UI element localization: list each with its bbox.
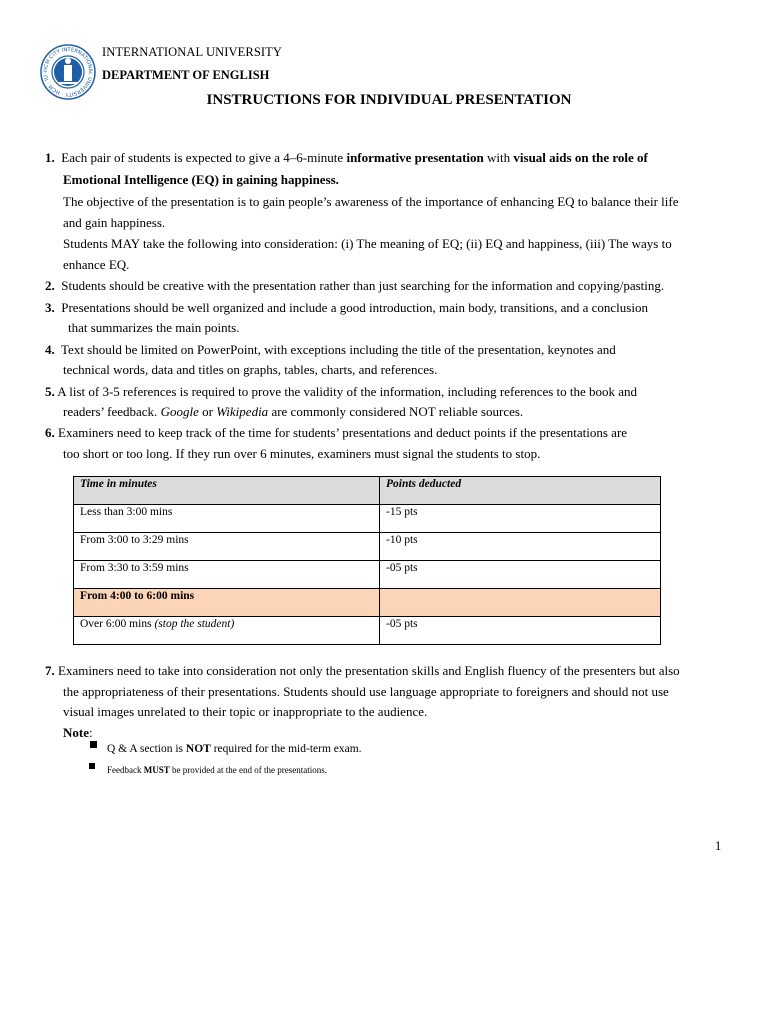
table-cell-points: -10 pts [380,533,661,561]
item-1-line-4: and gain happiness. [63,215,166,230]
item-7-line-2: the appropriateness of their presentations. Students should use language appropriate to foreigners and should not use [63,684,669,699]
university-name: INTERNATIONAL UNIVERSITY [102,45,283,59]
item-7-line-3: visual images unrelated to their topic or inappropriate to the audience. [63,704,428,719]
note-bullet-2 [107,762,327,778]
item-number: 4. [45,342,55,357]
item-5-text: A list of 3-5 references is required to prove the validity of the information, including references to the book and [57,384,638,399]
item-1-bold-b: visual aids on the role of [513,150,648,165]
item-4-line-1 [45,342,616,358]
item-5-text-c: are commonly considered NOT reliable sources. [268,404,524,419]
table-header-row [74,477,661,505]
note-bullet-2-text-a: Feedback [107,765,144,775]
document-title: INSTRUCTIONS FOR INDIVIDUAL PRESENTATION [206,92,572,108]
table-row-highlighted [74,589,661,617]
item-5-google: Google [160,404,199,419]
item-7-text: Examiners need to take into consideration not only the presentation skills and English fluency of the presenters but also [58,663,680,678]
table-header-points: Points deducted [380,477,661,505]
item-3-line-1 [45,300,648,316]
item-5-text-b: or [198,404,217,419]
note-bullet-2-text-b: be provided at the end of the presentations. [169,765,327,775]
table-cell-time: Less than 3:00 mins [74,505,380,533]
table-cell-points: -05 pts [380,561,661,589]
item-6-text: Examiners need to keep track of the time for students’ presentations and deduct points if the presentations are [58,425,628,440]
table-cell-time: From 4:00 to 6:00 mins [74,589,380,617]
item-1-line-5: Students MAY take the following into consideration: (i) The meaning of EQ; (ii) EQ and happiness, (iii) The ways to [63,236,672,251]
item-7-line-1 [45,663,680,679]
time-deduction-table [73,476,661,645]
item-1-line-1 [45,150,648,166]
table-cell-time-text: Over 6:00 mins [80,618,155,630]
item-number: 3. [45,300,55,315]
square-bullet-icon [89,763,95,769]
item-1-text-a: Each pair of students is expected to give a 4–6-minute [61,150,347,165]
item-1-text-b: with [483,150,514,165]
table-cell-note: (stop the student) [154,618,235,630]
item-3-line-2: that summarizes the main points. [68,320,240,335]
item-4-line-2: technical words, data and titles on graphs, tables, charts, and references. [63,362,438,377]
item-6-line-2: too short or too long. If they run over 6 minutes, examiners must signal the students to stop. [63,446,541,461]
note-bullet-1 [107,741,362,757]
item-number: 2. [45,278,55,293]
note-label: Note [63,725,89,740]
item-2-line-1 [45,278,664,294]
item-6-line-1 [45,425,627,441]
item-1-line-2: Emotional Intelligence (EQ) in gaining happiness. [63,172,339,187]
table-cell-time: From 3:30 to 3:59 mins [74,561,380,589]
table-header-time: Time in minutes [74,477,380,505]
page-number: 1 [715,839,722,853]
note-colon: : [89,725,93,740]
item-2-text: Students should be creative with the presentation rather than just searching for the information and copying/pasting. [61,278,665,293]
item-3-text: Presentations should be well organized and include a good introduction, main body, transitions, and a conclusion [61,300,648,315]
item-5-text-a: readers’ feedback. [63,404,161,419]
item-number: 7. [45,663,55,678]
note-heading [63,725,93,741]
table-cell-points: -05 pts [380,617,661,645]
table-row [74,505,661,533]
item-5-line-1 [45,384,637,400]
note-bullet-1-text-a: Q & A section is [107,743,186,755]
note-bullet-2-bold: MUST [143,765,170,775]
item-1-line-3: The objective of the presentation is to gain people’s awareness of the importance of enhancing EQ to balance their life [63,194,679,209]
item-1-bold-a: informative presentation [346,150,484,165]
table-cell-points: -15 pts [380,505,661,533]
square-bullet-icon [90,741,97,748]
item-5-line-2 [63,404,523,420]
table-row [74,617,661,645]
table-row [74,561,661,589]
department-name: DEPARTMENT OF ENGLISH [102,68,270,82]
logo-ring-text: HCM CITY INTERNATIONAL UNIVERSITY · HCM · IU · [42,46,94,98]
item-4-text: Text should be limited on PowerPoint, with exceptions including the title of the presentation, keynotes and [61,342,616,357]
item-1-line-6: enhance EQ. [63,257,130,272]
table-cell-points [380,589,661,617]
table-row [74,533,661,561]
item-number: 6. [45,425,55,440]
item-number: 5. [45,384,55,399]
table-cell-time [74,617,380,645]
note-bullet-1-text-b: required for the mid-term exam. [210,743,362,755]
note-bullet-1-bold: NOT [185,743,211,755]
table-cell-time: From 3:00 to 3:29 mins [74,533,380,561]
item-number: 1. [45,150,55,165]
item-5-wikipedia: Wikipedia [216,404,269,419]
